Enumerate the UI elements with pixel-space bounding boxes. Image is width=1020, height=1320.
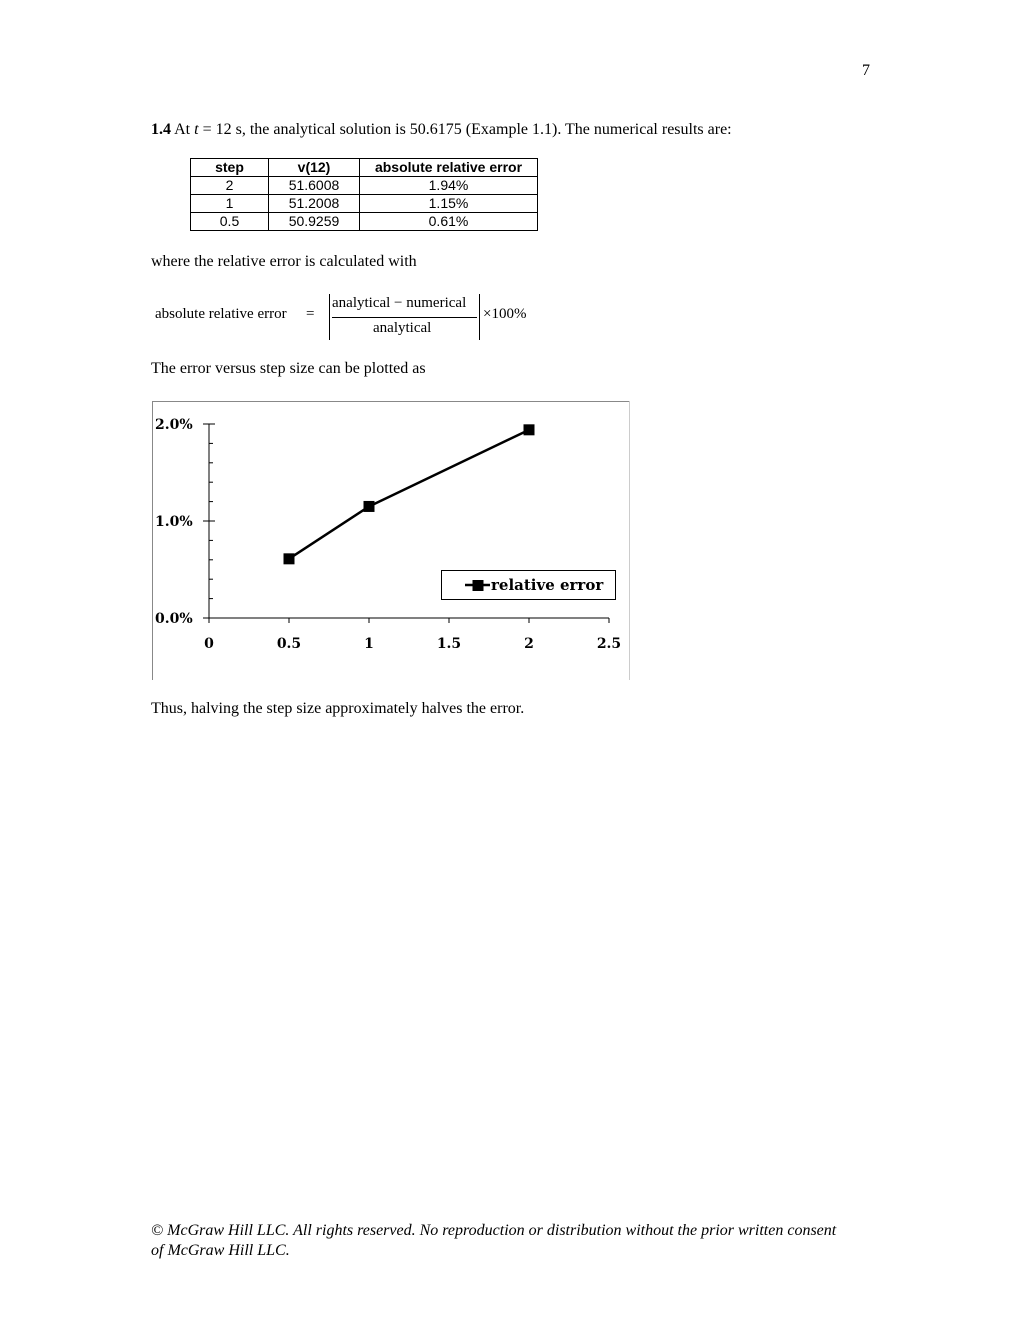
equation-numerator: analytical − numerical: [332, 295, 467, 311]
data-point-marker: [524, 424, 535, 435]
chart-svg: [152, 401, 630, 680]
legend-label: relative error: [491, 576, 604, 594]
legend-marker-icon: [473, 580, 484, 591]
problem-variable: t: [194, 121, 199, 138]
where-text: where the relative error is calculated with: [151, 253, 417, 270]
table-row: [191, 213, 538, 231]
copyright-footer: [151, 1221, 891, 1261]
cell-error: 1.94%: [360, 177, 538, 195]
cell-v12: 51.2008: [269, 195, 360, 213]
footer-line-1: © McGraw Hill LLC. All rights reserved. No reproduction or distribution without the prior written consent: [151, 1222, 837, 1239]
chart-ticks: [155, 417, 621, 652]
results-table: [190, 158, 538, 231]
table-row: [191, 195, 538, 213]
abs-bar-left: [329, 294, 330, 340]
x-tick-label: 0.5: [276, 636, 302, 652]
y-tick-label: 1.0%: [155, 514, 193, 530]
table-header-row: [191, 159, 538, 177]
problem-text-end: = 12 s, the analytical solution is 50.6175 (Example 1.1). The numerical results are:: [202, 121, 732, 138]
header-error: absolute relative error: [360, 159, 538, 177]
abs-bar-right: [479, 294, 480, 340]
cell-step: 0.5: [191, 213, 269, 231]
header-step: step: [191, 159, 269, 177]
x-tick-label: 1.5: [436, 636, 462, 652]
problem-statement: [151, 121, 732, 139]
equation-equals: =: [306, 306, 315, 322]
conclusion-text: Thus, halving the step size approximately halves the error.: [151, 700, 525, 717]
series-line: [289, 430, 529, 559]
data-point-marker: [284, 553, 295, 564]
equation-times: ×100%: [483, 306, 527, 322]
plot-intro: The error versus step size can be plotted as: [151, 360, 426, 377]
footer-line-2: of McGraw Hill LLC.: [151, 1242, 290, 1259]
chart-legend: [442, 571, 616, 600]
cell-v12: 50.9259: [269, 213, 360, 231]
equation-lhs: absolute relative error: [155, 306, 287, 322]
page-number: 7: [862, 62, 870, 79]
cell-step: 1: [191, 195, 269, 213]
chart-series: [284, 424, 535, 564]
problem-number: 1.4: [151, 121, 171, 138]
x-tick-label: 1: [364, 636, 374, 652]
table-row: [191, 177, 538, 195]
header-v12: v(12): [269, 159, 360, 177]
x-tick-label: 0: [204, 636, 214, 652]
cell-error: 0.61%: [360, 213, 538, 231]
y-tick-label: 2.0%: [155, 417, 193, 433]
x-tick-label: 2: [524, 636, 534, 652]
problem-text-start: At: [174, 121, 191, 138]
fraction-line: [332, 317, 477, 318]
y-tick-label: 0.0%: [155, 611, 193, 627]
cell-error: 1.15%: [360, 195, 538, 213]
cell-v12: 51.6008: [269, 177, 360, 195]
data-point-marker: [364, 501, 375, 512]
equation-denominator: analytical: [373, 320, 432, 336]
error-chart: [152, 401, 630, 680]
x-tick-label: 2.5: [596, 636, 622, 652]
cell-step: 2: [191, 177, 269, 195]
